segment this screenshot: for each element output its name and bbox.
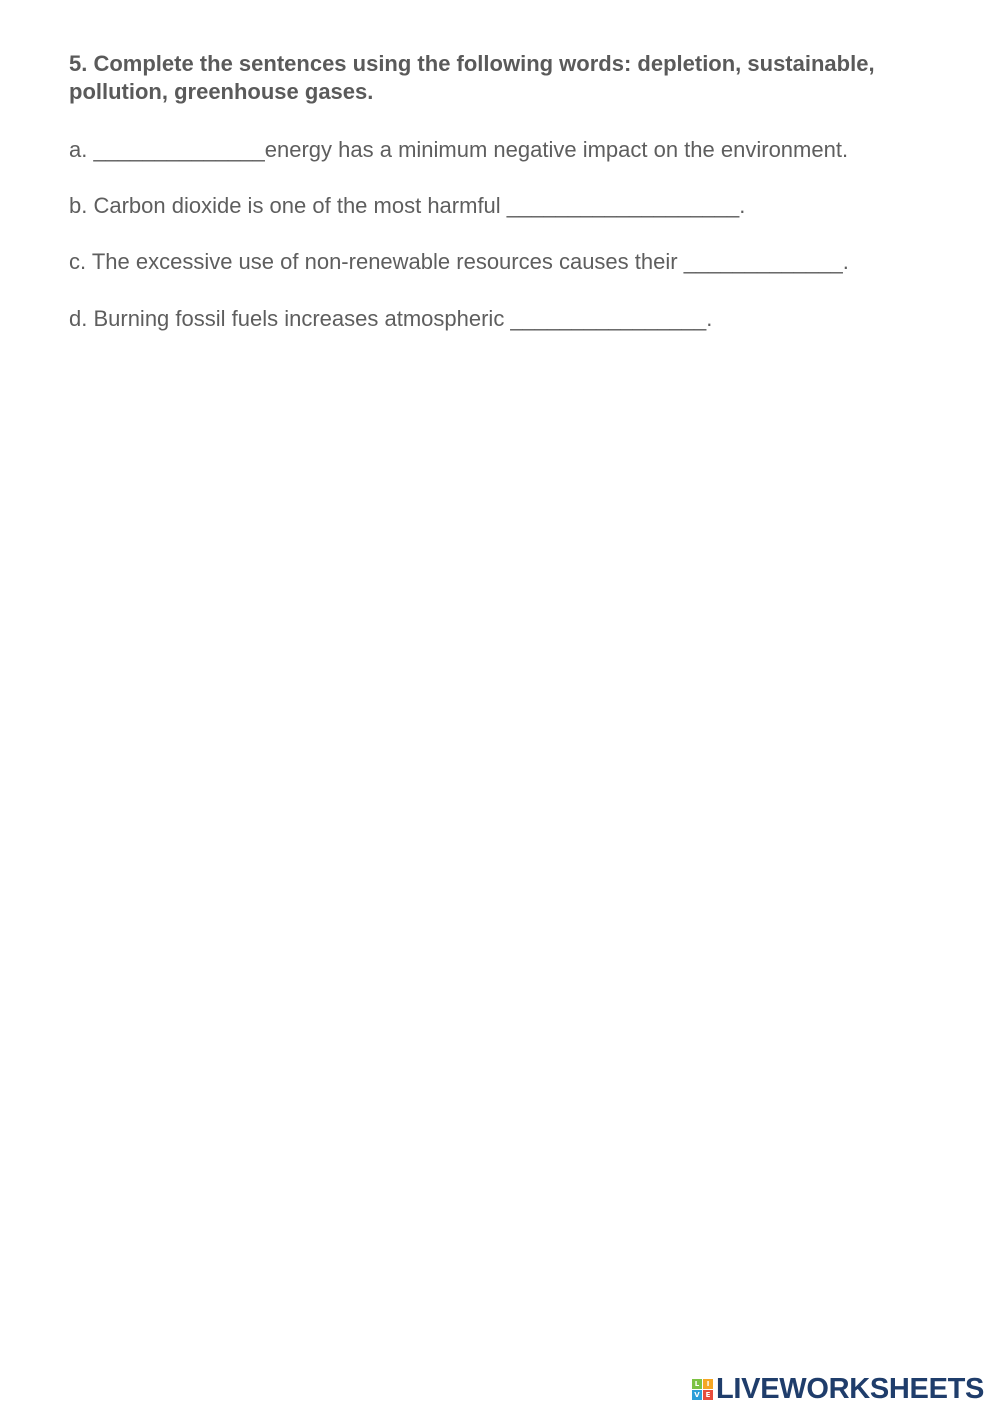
- sentence-c: c. The excessive use of non-renewable resources causes their _____________.: [69, 249, 849, 274]
- liveworksheets-logo-icon: [692, 1379, 713, 1400]
- sentence-a: a. ______________energy has a minimum negative impact on the environment.: [69, 137, 849, 162]
- sentence-b: b. Carbon dioxide is one of the most harmful ___________________.: [69, 193, 746, 218]
- liveworksheets-logo[interactable]: [692, 1373, 984, 1405]
- exercise-instruction: 5. Complete the sentences using the following words: depletion, sustainable, pollution, greenhouse gases.: [69, 51, 875, 104]
- logo-mark-v: V: [692, 1390, 702, 1400]
- logo-mark-e: E: [703, 1390, 713, 1400]
- logo-mark-i: I: [703, 1379, 713, 1389]
- logo-mark-l: L: [692, 1379, 702, 1389]
- liveworksheets-logo-text: LIVEWORKSHEETS: [716, 1373, 985, 1405]
- sentence-d: d. Burning fossil fuels increases atmospheric ________________.: [69, 306, 713, 331]
